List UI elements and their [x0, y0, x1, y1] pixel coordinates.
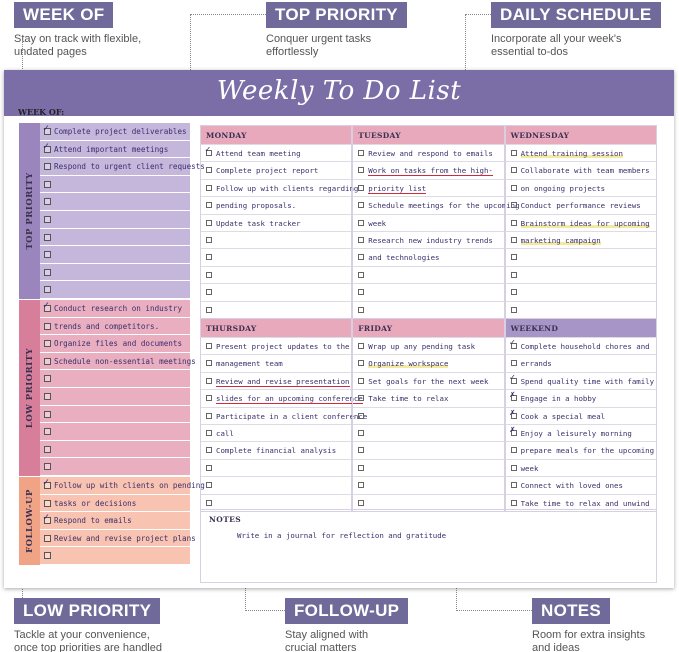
checkmark-icon: ✓ — [205, 145, 211, 155]
checkbox[interactable] — [206, 254, 212, 260]
checkbox[interactable] — [511, 220, 517, 226]
checkbox[interactable] — [358, 307, 364, 313]
checkbox[interactable] — [358, 167, 364, 173]
task-row[interactable] — [506, 337, 656, 354]
checkbox[interactable] — [206, 343, 212, 349]
task-row[interactable] — [353, 372, 503, 389]
task-text: Schedule meetings for the upcoming — [368, 201, 520, 211]
task-row[interactable] — [353, 389, 503, 406]
task-text: Connect with loved ones — [520, 481, 623, 491]
task-text: management team — [216, 359, 283, 369]
checkbox[interactable] — [206, 430, 212, 436]
panel-fu — [19, 477, 205, 565]
day-header: WEDNESDAY — [506, 126, 656, 144]
checkbox[interactable] — [44, 216, 51, 223]
checkbox[interactable] — [206, 307, 212, 313]
task-row[interactable] — [201, 214, 351, 231]
task-text: Cook a special meal — [520, 411, 606, 421]
task-row[interactable] — [40, 176, 190, 194]
task-row[interactable] — [201, 389, 363, 406]
callout-label: TOP PRIORITY — [266, 2, 407, 28]
checkmark-icon: ✓ — [43, 300, 50, 311]
checkbox[interactable] — [511, 237, 517, 243]
checkmark-icon: ✓ — [43, 477, 50, 488]
checkbox[interactable] — [358, 360, 364, 366]
panel-tab-label: TOP PRIORITY — [24, 172, 35, 250]
checkbox[interactable] — [44, 375, 51, 382]
panel-tab-label: LOW PRIORITY — [24, 347, 35, 429]
task-row[interactable] — [40, 388, 190, 406]
checkbox[interactable] — [44, 463, 51, 470]
callout-desc: Room for extra insights and ideas — [532, 629, 646, 652]
task-row[interactable] — [353, 179, 503, 196]
task-text: prepare meals for the upcoming — [520, 446, 655, 456]
checkbox[interactable] — [44, 163, 51, 170]
day-header: THURSDAY — [201, 319, 351, 337]
checkbox[interactable] — [206, 202, 212, 208]
task-row[interactable] — [40, 512, 190, 530]
day-weekend — [505, 318, 657, 512]
checkbox[interactable] — [511, 360, 517, 366]
checkbox[interactable] — [44, 251, 51, 258]
task-text: Respond to urgent client requests — [54, 162, 205, 172]
task-text: Conduct performance reviews — [520, 201, 641, 211]
task-row[interactable] — [40, 211, 190, 229]
callout-desc: Stay on track with flexible, undated pages — [14, 33, 142, 58]
task-row[interactable] — [506, 354, 656, 371]
day-header: WEEKEND — [506, 319, 656, 337]
task-row[interactable] — [201, 196, 351, 213]
callout-label: WEEK OF — [14, 2, 113, 28]
task-row[interactable] — [506, 407, 656, 424]
task-row[interactable] — [506, 248, 656, 265]
checkbox[interactable] — [358, 237, 364, 243]
task-row[interactable] — [40, 300, 190, 318]
task-row[interactable] — [201, 231, 351, 248]
checkbox[interactable] — [206, 500, 212, 506]
task-text: Attend important meetings — [54, 144, 169, 154]
checkbox[interactable] — [511, 307, 517, 313]
checkbox[interactable] — [358, 289, 364, 295]
task-row[interactable] — [506, 424, 656, 441]
checkbox[interactable] — [511, 272, 517, 278]
checkbox[interactable] — [206, 220, 212, 226]
callout-desc: Conquer urgent tasks effortlessly — [266, 33, 372, 58]
panel-top — [19, 123, 205, 299]
task-text: slides for an upcoming conference — [216, 394, 363, 404]
checkbox[interactable] — [44, 393, 51, 400]
task-row[interactable] — [40, 441, 190, 459]
task-text: Attend training session — [520, 149, 623, 158]
checkbox[interactable] — [358, 378, 364, 384]
checkmark-icon: ✓ — [43, 140, 50, 152]
callout-notes — [532, 598, 645, 652]
leader-line — [456, 610, 532, 611]
task-row[interactable] — [506, 459, 656, 476]
checkbox[interactable] — [511, 167, 517, 173]
checkbox[interactable] — [206, 413, 212, 419]
cross-mark-icon: ✗ — [509, 424, 516, 435]
task-row[interactable] — [353, 301, 503, 318]
task-text: Take time to relax and unwind — [520, 498, 650, 508]
checkmark-icon: ✓ — [43, 512, 50, 524]
checkbox[interactable] — [44, 446, 51, 453]
panel-tab — [19, 300, 40, 476]
callout-label: LOW PRIORITY — [14, 598, 160, 624]
task-text: tasks or decisions — [54, 498, 137, 508]
week-of-value: 05/29-6/04/23 — [71, 108, 128, 117]
checkbox[interactable] — [358, 465, 364, 471]
task-row[interactable] — [40, 229, 190, 247]
task-text: week — [368, 218, 387, 228]
checkbox[interactable] — [44, 428, 51, 435]
checkbox[interactable] — [511, 500, 517, 506]
checkbox[interactable] — [358, 220, 364, 226]
checkbox[interactable] — [206, 360, 212, 366]
task-row[interactable] — [353, 337, 503, 354]
task-row[interactable] — [40, 495, 190, 513]
task-row[interactable] — [506, 231, 656, 248]
task-text: priority list — [368, 183, 427, 193]
task-row[interactable] — [506, 196, 656, 213]
panel-rows — [40, 123, 205, 299]
sheet-title: Weekly To Do List — [216, 76, 462, 106]
task-row[interactable] — [201, 476, 351, 493]
checkbox[interactable] — [511, 465, 517, 471]
task-text: Complete project deliverables — [54, 127, 187, 136]
checkbox[interactable] — [358, 430, 364, 436]
checkmark-icon: ✓ — [509, 372, 516, 383]
task-row[interactable] — [40, 370, 190, 388]
task-row[interactable] — [40, 530, 196, 548]
checkmark-icon: ✓ — [43, 123, 50, 134]
task-row[interactable] — [40, 318, 190, 336]
task-row[interactable] — [40, 264, 190, 282]
task-row[interactable] — [353, 283, 503, 300]
task-text: Brainstorm ideas for upcoming — [520, 218, 650, 228]
day-header: MONDAY — [201, 126, 351, 144]
cross-mark-icon: ✗ — [509, 407, 516, 418]
day-header: TUESDAY — [353, 126, 503, 144]
checkbox[interactable] — [44, 198, 51, 205]
task-row[interactable] — [201, 266, 351, 283]
panel-tab-label: FOLLOW-UP — [24, 489, 35, 553]
checkbox[interactable] — [44, 552, 51, 559]
checkbox[interactable] — [358, 482, 364, 488]
task-row[interactable] — [201, 161, 351, 178]
checkbox[interactable] — [44, 340, 51, 347]
callout-follow-up — [285, 598, 408, 652]
checkbox[interactable] — [44, 234, 51, 241]
task-text: Review and respond to emails — [368, 149, 493, 158]
task-text: Review and revise project plans — [54, 533, 196, 543]
task-row[interactable] — [201, 337, 351, 354]
task-text: Update task tracker — [216, 218, 301, 228]
task-text: Organize workspace — [368, 359, 449, 369]
task-row[interactable] — [506, 301, 656, 318]
day-tuesday — [352, 125, 520, 319]
checkbox[interactable] — [44, 269, 51, 276]
leader-line — [245, 610, 285, 611]
task-text: and technologies — [368, 253, 440, 263]
checkbox[interactable] — [206, 465, 212, 471]
task-row[interactable] — [40, 246, 190, 264]
task-text: Take time to relax — [368, 394, 449, 404]
checkbox[interactable] — [44, 181, 51, 188]
task-text: trends and competitors. — [54, 321, 160, 331]
task-row[interactable] — [201, 144, 351, 161]
task-row[interactable] — [506, 161, 656, 178]
task-text: Schedule non-essential meetings — [54, 356, 196, 366]
checkbox[interactable] — [206, 447, 212, 453]
task-row[interactable] — [353, 354, 503, 371]
task-text: Complete financial analysis — [216, 446, 337, 456]
task-text: Organize files and documents — [54, 339, 183, 349]
task-text: Work on tasks from the high- — [368, 166, 493, 176]
task-row[interactable] — [201, 179, 359, 196]
checkmark-icon: ✓ — [509, 338, 516, 348]
task-text: Review and revise presentation — [216, 376, 350, 386]
task-row[interactable] — [201, 424, 351, 441]
task-row[interactable] — [506, 144, 656, 161]
callout-desc: Stay aligned with crucial matters — [285, 629, 369, 652]
task-text: Follow up with clients regarding — [216, 183, 359, 193]
task-row[interactable] — [506, 266, 656, 283]
task-row[interactable] — [506, 372, 656, 389]
task-row[interactable] — [201, 407, 368, 424]
planner-sheet — [4, 70, 674, 588]
task-row[interactable] — [506, 179, 656, 196]
checkbox[interactable] — [206, 482, 212, 488]
week-of-field[interactable] — [18, 107, 128, 119]
task-row[interactable] — [40, 158, 205, 176]
task-row[interactable] — [40, 458, 190, 476]
task-row[interactable] — [40, 193, 190, 211]
checkbox[interactable] — [44, 323, 51, 330]
task-row[interactable] — [506, 389, 656, 406]
checkbox[interactable] — [358, 185, 364, 191]
checkbox[interactable] — [511, 482, 517, 488]
callout-week-of — [14, 2, 141, 59]
checkbox[interactable] — [206, 395, 212, 401]
checkbox[interactable] — [511, 289, 517, 295]
task-text: Follow up with clients on pending — [54, 481, 205, 490]
task-row[interactable] — [40, 123, 190, 141]
task-row[interactable] — [40, 406, 190, 424]
task-text: Collaborate with team members — [520, 166, 650, 176]
day-wednesday — [505, 125, 657, 319]
task-text: Respond to emails — [54, 516, 132, 526]
task-text: Spend quality time with family — [520, 376, 655, 386]
checkbox[interactable] — [511, 150, 517, 156]
day-header: FRIDAY — [353, 319, 503, 337]
panel-rows — [40, 477, 205, 565]
task-row[interactable] — [201, 354, 351, 371]
task-row[interactable] — [40, 423, 190, 441]
notes-label: NOTES — [209, 515, 242, 524]
task-row[interactable] — [506, 476, 656, 493]
panel-low — [19, 300, 196, 476]
callout-desc: Tackle at your convenience, once top priorities are handled — [14, 629, 162, 652]
task-row[interactable] — [201, 372, 351, 389]
callout-label: NOTES — [532, 598, 610, 624]
panel-rows — [40, 300, 196, 476]
checkbox[interactable] — [358, 343, 364, 349]
checkbox[interactable] — [511, 202, 517, 208]
task-row[interactable] — [353, 144, 503, 161]
checkbox[interactable] — [511, 185, 517, 191]
checkbox[interactable] — [358, 395, 364, 401]
checkbox[interactable] — [511, 254, 517, 260]
checkbox[interactable] — [358, 150, 364, 156]
day-thursday — [200, 318, 368, 512]
notes-box[interactable] — [200, 509, 657, 583]
checkbox[interactable] — [358, 272, 364, 278]
callout-daily-schedule — [491, 2, 661, 59]
task-row[interactable] — [506, 283, 656, 300]
notes-text: Write in a journal for reflection and gratitude — [237, 531, 447, 540]
task-text: on ongoing projects — [520, 183, 606, 193]
task-row[interactable] — [40, 353, 196, 371]
checkbox[interactable] — [358, 202, 364, 208]
week-of-label: WEEK OF: — [18, 107, 65, 117]
checkbox[interactable] — [206, 237, 212, 243]
task-row[interactable] — [353, 161, 503, 178]
checkbox[interactable] — [44, 358, 51, 365]
task-text: Conduct research on industry — [54, 304, 183, 313]
checkbox[interactable] — [206, 185, 212, 191]
task-row[interactable] — [506, 441, 656, 458]
callout-label: FOLLOW-UP — [285, 598, 408, 624]
checkbox[interactable] — [44, 286, 51, 293]
task-row[interactable] — [201, 301, 351, 318]
task-text: errands — [520, 359, 552, 369]
checkbox[interactable] — [44, 500, 51, 507]
task-text: Research new industry trends — [368, 235, 493, 245]
task-text: Complete project report — [216, 166, 319, 176]
task-text: marketing campaign — [520, 235, 601, 245]
task-row[interactable] — [353, 196, 520, 213]
leader-line — [465, 14, 491, 15]
task-text: Wrap up any pending task — [368, 342, 476, 351]
checkbox[interactable] — [358, 500, 364, 506]
task-row[interactable] — [353, 459, 503, 476]
checkbox[interactable] — [206, 378, 212, 384]
task-row[interactable] — [353, 266, 503, 283]
task-text: Present project updates to the — [216, 342, 350, 351]
task-row[interactable] — [201, 459, 351, 476]
task-row[interactable] — [201, 283, 351, 300]
day-friday — [352, 318, 504, 512]
task-row[interactable] — [353, 476, 503, 493]
task-text: pending proposals. — [216, 201, 297, 211]
task-row[interactable] — [201, 248, 351, 265]
task-text: week — [520, 463, 539, 473]
task-row[interactable] — [353, 231, 503, 248]
task-text: Enjoy a leisurely morning — [520, 428, 632, 438]
checkbox[interactable] — [358, 447, 364, 453]
checkbox[interactable] — [358, 254, 364, 260]
leader-line — [190, 14, 266, 15]
checkbox[interactable] — [511, 447, 517, 453]
day-monday — [200, 125, 359, 319]
checkbox[interactable] — [206, 289, 212, 295]
panel-tab — [19, 123, 40, 299]
task-text: Attend team meeting — [216, 149, 301, 158]
task-text: call — [216, 428, 234, 438]
callout-desc: Incorporate all your week's essential to-dos — [491, 33, 622, 58]
task-row[interactable] — [353, 424, 503, 441]
checkbox[interactable] — [358, 413, 364, 419]
task-row[interactable] — [40, 281, 190, 299]
task-row[interactable] — [353, 248, 503, 265]
task-row[interactable] — [201, 441, 351, 458]
checkbox[interactable] — [206, 272, 212, 278]
callout-top-priority — [266, 2, 407, 59]
checkbox[interactable] — [44, 411, 51, 418]
callout-label: DAILY SCHEDULE — [491, 2, 661, 28]
task-row[interactable] — [353, 214, 503, 231]
task-row[interactable] — [353, 441, 503, 458]
task-row[interactable] — [40, 335, 190, 353]
cross-mark-icon: ✗ — [509, 390, 516, 401]
task-text: Participate in a client conference — [216, 411, 368, 421]
panel-tab — [19, 477, 40, 565]
task-text: Engage in a hobby — [520, 394, 597, 404]
checkbox[interactable] — [44, 535, 51, 542]
task-row[interactable] — [40, 477, 205, 495]
callout-low-priority — [14, 598, 162, 652]
task-row[interactable] — [40, 141, 190, 159]
task-text: Complete household chores and — [520, 342, 650, 351]
checkbox[interactable] — [206, 167, 212, 173]
task-row[interactable] — [506, 214, 656, 231]
task-text: Set goals for the next week — [368, 376, 489, 386]
task-row[interactable] — [353, 407, 503, 424]
task-row[interactable] — [40, 547, 190, 565]
